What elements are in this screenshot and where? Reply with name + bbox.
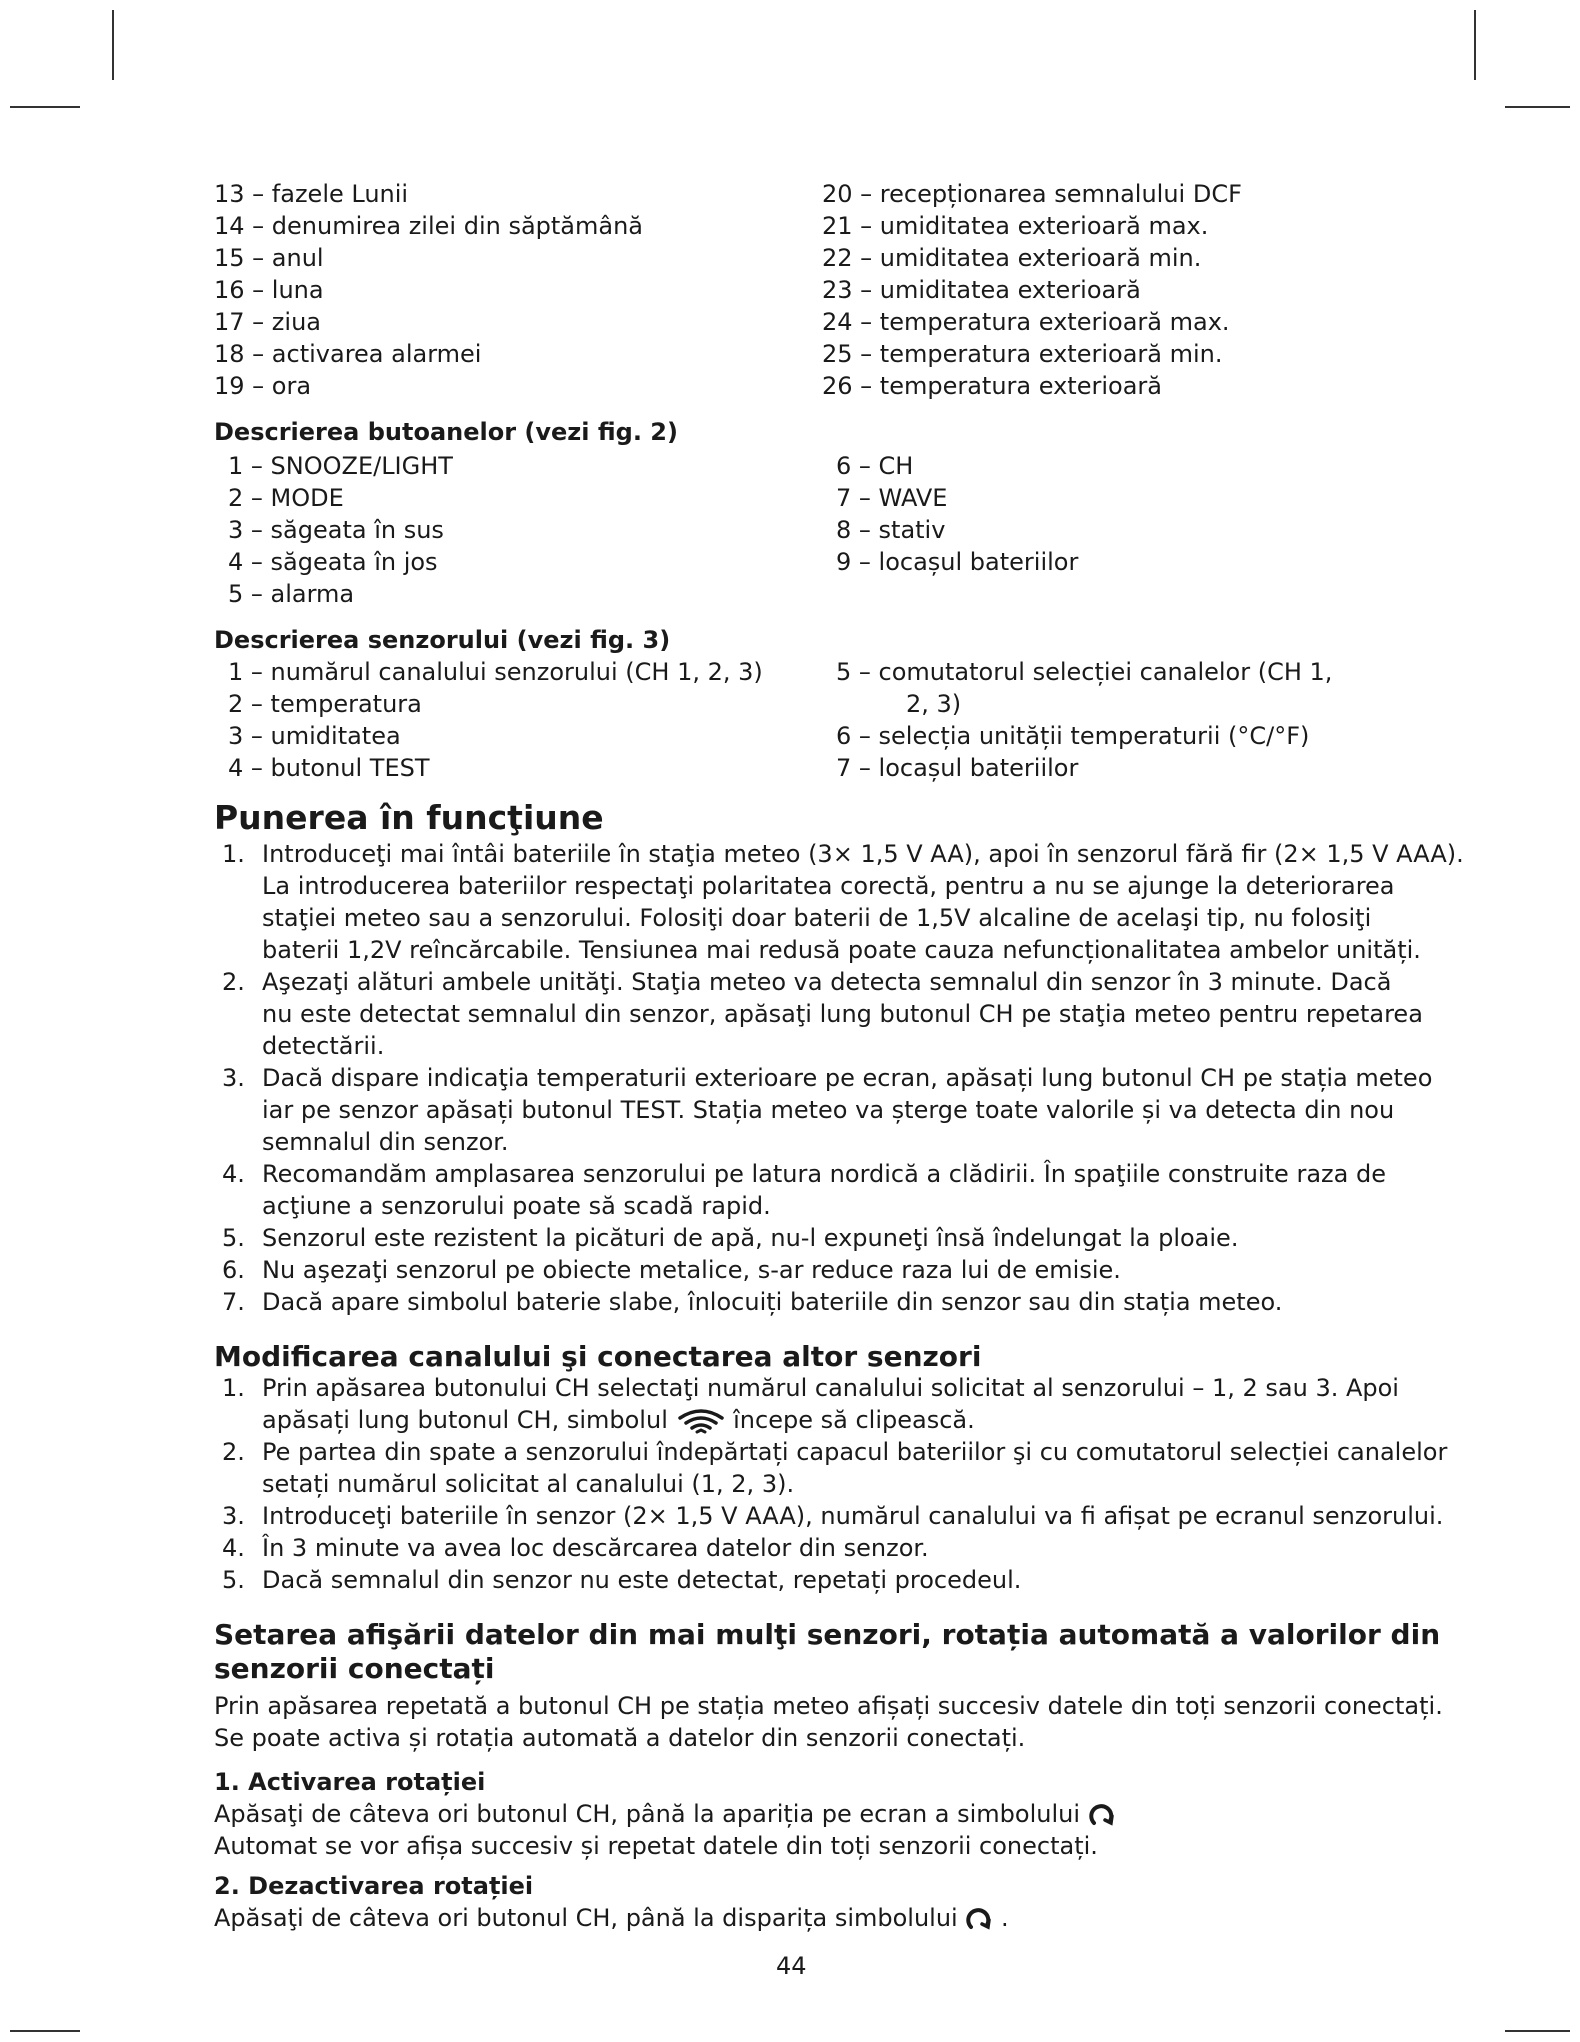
- list-line: baterii 1,2V reîncărcabile. Tensiunea mai redusă poate cauza nefuncționalitatea ambelor unități.: [262, 936, 1421, 964]
- paragraph-line: Prin apăsarea repetată a butonul CH pe stația meteo afișați succesiv datele din toți senzorii conectați.: [214, 1692, 1443, 1720]
- legend-item: 21 – umiditatea exterioară max.: [822, 212, 1209, 240]
- sensor-item: 2 – temperatura: [228, 690, 422, 718]
- list-line: Aşezaţi alături ambele unităţi. Staţia meteo va detecta semnalul din senzor în 3 minute. Dacă: [262, 968, 1392, 996]
- sensor-item: 1 – numărul canalului senzorului (CH 1, 2, 3): [228, 658, 763, 686]
- list-text: [262, 1254, 1372, 1286]
- section-title-line-2: senzorii conectați: [214, 1652, 495, 1685]
- button-item: 4 – săgeata în jos: [228, 548, 438, 576]
- crop-mark-bottom-right-h: [1505, 2030, 1570, 2032]
- list-line: Dacă apare simbolul baterie slabe, înlocuiți bateriile din senzor sau din stația meteo.: [262, 1288, 1283, 1316]
- legend-item: 26 – temperatura exterioară: [822, 372, 1162, 400]
- list-number: 7.: [222, 1288, 245, 1316]
- list-text: [262, 1564, 1372, 1596]
- rotation-icon: [965, 1905, 993, 1933]
- legend-item: 15 – anul: [214, 244, 324, 272]
- list-line: [262, 1404, 1399, 1436]
- list-text: [262, 1222, 1372, 1254]
- list-number: 1.: [222, 1374, 245, 1402]
- list-text: [262, 1286, 1372, 1318]
- paragraph-line: Se poate activa și rotația automată a datelor din senzorii conectați.: [214, 1724, 1026, 1752]
- button-item: 9 – locașul bateriilor: [836, 548, 1079, 576]
- list-number: 3.: [222, 1064, 245, 1092]
- list-text: [262, 1532, 1372, 1564]
- button-item: 3 – săgeata în sus: [228, 516, 444, 544]
- buttons-heading: Descrierea butoanelor (vezi fig. 2): [214, 418, 678, 446]
- section1-list: [222, 838, 1464, 1318]
- list-line: Prin apăsarea butonului CH selectaţi numărul canalului solicitat al senzorului – 1, 2 sau 3. Apoi: [262, 1374, 1399, 1402]
- list-number: 1.: [222, 840, 245, 868]
- list-item: [222, 1158, 1386, 1222]
- crop-mark-top-left-v: [112, 10, 114, 80]
- list-line-part: începe să clipească.: [733, 1406, 975, 1434]
- sensor-left: [228, 656, 763, 784]
- list-number: 4.: [222, 1160, 245, 1188]
- list-item: [222, 1500, 1444, 1532]
- list-line: Dacă semnalul din senzor nu este detectat, repetați procedeul.: [262, 1566, 1022, 1594]
- crop-mark-top-right-h: [1505, 106, 1570, 108]
- rotation-icon: [1088, 1801, 1116, 1829]
- list-text: [262, 1436, 1447, 1500]
- list-item: [222, 1532, 1372, 1564]
- list-line: detectării.: [262, 1032, 385, 1060]
- list-line: staţiei meteo sau a senzorului. Folosiţi doar baterii de 1,5V alcaline de acelaşi tip, nu folosiţi: [262, 904, 1372, 932]
- crop-mark-top-right-v: [1474, 10, 1476, 80]
- list-item: [222, 1564, 1372, 1596]
- list-line: În 3 minute va avea loc descărcarea datelor din senzor.: [262, 1534, 929, 1562]
- crop-mark-top-left-h: [10, 106, 80, 108]
- list-line: acţiune a senzorului poate să scadă rapid.: [262, 1192, 771, 1220]
- list-text: [262, 1500, 1443, 1532]
- button-item: 1 – SNOOZE/LIGHT: [228, 452, 453, 480]
- sensor-item: 5 – comutatorul selecției canalelor (CH 1,: [836, 658, 1333, 686]
- paragraph-line: [214, 1798, 1116, 1830]
- legend-item: 25 – temperatura exterioară min.: [822, 340, 1223, 368]
- list-line: nu este detectat semnalul din senzor, apăsaţi lung butonul CH pe staţia meteo pentru repetarea: [262, 1000, 1423, 1028]
- legend-item: 14 – denumirea zilei din săptămână: [214, 212, 644, 240]
- list-line: Dacă dispare indicaţia temperaturii exterioare pe ecran, apăsați lung butonul CH pe stația meteo: [262, 1064, 1433, 1092]
- list-item: [222, 1286, 1372, 1318]
- legend-top-left: [214, 178, 643, 402]
- legend-item: 24 – temperatura exterioară max.: [822, 308, 1230, 336]
- paragraph-line: Automat se vor afișa succesiv și repetat datele din toți senzorii conectați.: [214, 1832, 1098, 1860]
- list-item: [222, 1222, 1372, 1254]
- list-text: [262, 1372, 1399, 1436]
- list-line-part: apăsați lung butonul CH, simbolul: [262, 1406, 668, 1434]
- button-item: 7 – WAVE: [836, 484, 948, 512]
- list-line: iar pe senzor apăsați butonul TEST. Stația meteo va șterge toate valorile și va detecta din nou: [262, 1096, 1395, 1124]
- list-line: Recomandăm amplasarea senzorului pe latura nordică a clădirii. În spaţiile construite raza de: [262, 1160, 1386, 1188]
- legend-item: 19 – ora: [214, 372, 312, 400]
- list-item: [222, 1372, 1399, 1436]
- section-title: Punerea în funcţiune: [214, 798, 604, 837]
- sensor-item: 2, 3): [906, 690, 962, 718]
- list-line: semnalul din senzor.: [262, 1128, 509, 1156]
- buttons-right: [836, 450, 1078, 578]
- list-item: [222, 966, 1423, 1062]
- list-line: Senzorul este rezistent la picături de apă, nu-l expuneţi însă îndelungat la ploaie.: [262, 1224, 1239, 1252]
- list-number: 2.: [222, 1438, 245, 1466]
- paragraph-line-part: .: [1001, 1904, 1009, 1932]
- paragraph-line-part: Apăsaţi de câteva ori butonul CH, până la disparița simbolului: [214, 1904, 958, 1932]
- list-line: Pe partea din spate a senzorului îndepărtați capacul bateriilor şi cu comutatorul selecției canalelor: [262, 1438, 1448, 1466]
- legend-item: 17 – ziua: [214, 308, 321, 336]
- button-item: 8 – stativ: [836, 516, 946, 544]
- section3-paragraph: [214, 1690, 1443, 1754]
- section-title-line-1: Setarea afişării datelor din mai mulţi senzori, rotația automată a valorilor din: [214, 1618, 1441, 1651]
- buttons-left: [228, 450, 453, 610]
- list-line: Nu aşezaţi senzorul pe obiecte metalice, s-ar reduce raza lui de emisie.: [262, 1256, 1121, 1284]
- button-item: 2 – MODE: [228, 484, 344, 512]
- sensor-right: [836, 656, 1332, 784]
- subheading-activate-rotation: 1. Activarea rotației: [214, 1768, 486, 1796]
- list-number: 5.: [222, 1224, 245, 1252]
- list-number: 6.: [222, 1256, 245, 1284]
- list-text: [262, 1158, 1386, 1222]
- button-item: 5 – alarma: [228, 580, 355, 608]
- sensor-heading: Descrierea senzorului (vezi fig. 3): [214, 626, 671, 654]
- list-number: 4.: [222, 1534, 245, 1562]
- legend-item: 18 – activarea alarmei: [214, 340, 482, 368]
- crop-mark-bottom-left-h: [10, 2030, 80, 2032]
- list-line: La introducerea bateriilor respectaţi polaritatea corectă, pentru a nu se ajunge la deteriorarea: [262, 872, 1395, 900]
- sensor-item: 7 – locașul bateriilor: [836, 754, 1079, 782]
- paragraph-line-part: Apăsaţi de câteva ori butonul CH, până la apariția pe ecran a simbolului: [214, 1800, 1081, 1828]
- deactivate-rotation-text: [214, 1902, 1009, 1934]
- list-line: Introduceţi bateriile în senzor (2× 1,5 V AAA), numărul canalului va fi afișat pe ecranul senzorului.: [262, 1502, 1444, 1530]
- page-number: 44: [776, 1952, 807, 1980]
- list-text: [262, 838, 1464, 966]
- paragraph-line: [214, 1902, 1009, 1934]
- legend-item: 23 – umiditatea exterioară: [822, 276, 1141, 304]
- activate-rotation-text: [214, 1798, 1116, 1862]
- list-item: [222, 1254, 1372, 1286]
- section2-list: [222, 1372, 1448, 1596]
- wave-signal-icon: [676, 1408, 726, 1434]
- sensor-item: 6 – selecția unității temperaturii (°C/°F): [836, 722, 1310, 750]
- legend-item: 20 – recepționarea semnalului DCF: [822, 180, 1242, 208]
- legend-item: 16 – luna: [214, 276, 324, 304]
- list-number: 5.: [222, 1566, 245, 1594]
- list-number: 2.: [222, 968, 245, 996]
- sensor-item: 4 – butonul TEST: [228, 754, 430, 782]
- sensor-item: 3 – umiditatea: [228, 722, 401, 750]
- button-item: 6 – CH: [836, 452, 914, 480]
- list-text: [262, 966, 1423, 1062]
- legend-item: 13 – fazele Lunii: [214, 180, 409, 208]
- section-title: Modificarea canalului şi conectarea altor senzori: [214, 1340, 982, 1373]
- list-item: [222, 1062, 1433, 1158]
- list-number: 3.: [222, 1502, 245, 1530]
- subheading-deactivate-rotation: 2. Dezactivarea rotației: [214, 1872, 534, 1900]
- legend-item: 22 – umiditatea exterioară min.: [822, 244, 1202, 272]
- list-line: setați numărul solicitat al canalului (1, 2, 3).: [262, 1470, 795, 1498]
- list-item: [222, 1436, 1448, 1500]
- list-item: [222, 838, 1464, 966]
- legend-top-right: [822, 178, 1242, 402]
- list-line: Introduceţi mai întâi bateriile în staţia meteo (3× 1,5 V AA), apoi în senzorul fără fir (2× 1,5 V AAA).: [262, 840, 1464, 868]
- list-text: [262, 1062, 1432, 1158]
